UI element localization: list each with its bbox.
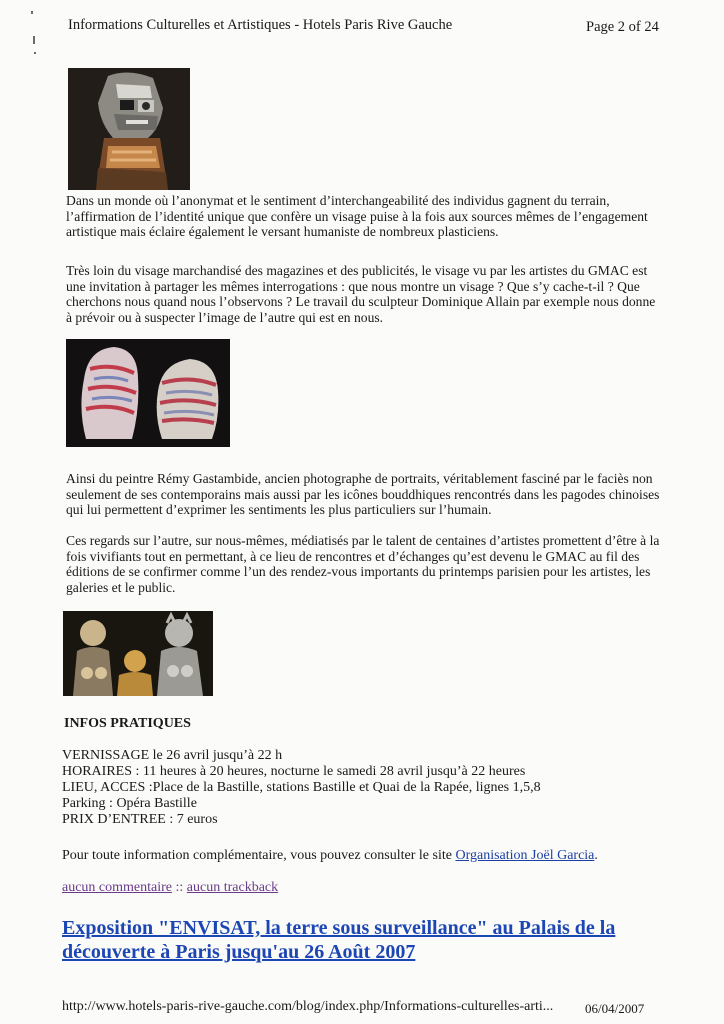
contact-line (62, 848, 598, 864)
sculpture-face-photo (68, 68, 190, 190)
three-figures-image (63, 611, 213, 696)
paragraph: Dans un monde où l’anonymat et le sentiment d’interchangeabilité des individus gagnent du terrain, l’affirmation de l’identité unique que confère un visage puise à la fois aux sources mêmes de l’engagement artistique mais éclaire également le versant humaniste de nombreux plasticiens. (66, 193, 648, 239)
three-figures-sculpture-photo (63, 611, 213, 696)
infos-list (62, 748, 541, 828)
paragraph: Très loin du visage marchandisé des magazines et des publicités, le visage vu par les artistes du GMAC est une invitation à partager les mêmes interrogations : que nous montre un visage ? Que s’y cache-t-il ? Que cherchons nous quand nous l’observons ? Le travail du sculpteur Dominique Allain par exemple nous donne à prévoir ou à suspecter l’image de l’autre qui est en nous. (66, 263, 656, 325)
two-heads-sculpture-photo (66, 339, 230, 447)
organisation-link[interactable]: Organisation Joël Garcia (455, 848, 595, 863)
trackback-link[interactable]: aucun trackback (186, 880, 279, 895)
contact-end: . (594, 848, 598, 863)
two-heads-image (66, 339, 230, 447)
meta-separator: :: (172, 880, 187, 895)
sculpture-face-image (68, 68, 190, 190)
scan-mark (33, 36, 35, 44)
header-title: Informations Culturelles et Artistiques - Hotels Paris Rive Gauche (68, 17, 453, 33)
comments-link[interactable]: aucun commentaire (62, 880, 173, 895)
footer-date: 06/04/2007 (585, 1001, 645, 1016)
footer-url: http://www.hotels-paris-rive-gauche.com/blog/index.php/Informations-culturelles-arti... (62, 999, 554, 1014)
paragraph: Ces regards sur l’autre, sur nous-mêmes, médiatisés par le talent de centaines d’artistes promettent d’être à la fois vivifiants tout en permettant, à ce lieu de rencontres et d’échanges qu’est devenu le GMAC au fil des éditions de se confirmer comme l’un des rendez-vous importants du printemps parisien pour les artistes, les galeries et le public. (66, 533, 660, 595)
infos-line: VERNISSAGE le 26 avril jusqu’à 22 h (62, 748, 283, 763)
scan-mark (31, 11, 33, 14)
infos-heading: INFOS PRATIQUES (64, 716, 191, 731)
next-post-title-link[interactable]: Exposition "ENVISAT, la terre sous surveillance" au Palais de la découverte à Paris jusqu'au 26 Août 2007 (62, 917, 616, 963)
infos-line: HORAIRES : 11 heures à 20 heures, nocturne le samedi 28 avril jusqu’à 22 heures (62, 764, 526, 779)
contact-text: Pour toute information complémentaire, vous pouvez consulter le site (62, 848, 456, 863)
infos-line: LIEU, ACCES :Place de la Bastille, stations Bastille et Quai de la Rapée, lignes 1,5,8 (62, 780, 541, 795)
page-number: Page 2 of 24 (586, 19, 659, 35)
post-meta (62, 880, 278, 896)
scan-mark (34, 52, 36, 54)
infos-line: PRIX D’ENTREE : 7 euros (62, 812, 218, 827)
infos-line: Parking : Opéra Bastille (62, 796, 197, 811)
paragraph: Ainsi du peintre Rémy Gastambide, ancien photographe de portraits, véritablement fasciné par le faciès non seulement de ses contemporains mais aussi par les icônes bouddhiques rencontrés dans les pagodes chinoises qui lui permettent d’exprimer les sentiments les plus particuliers sur l’humain. (66, 471, 660, 517)
